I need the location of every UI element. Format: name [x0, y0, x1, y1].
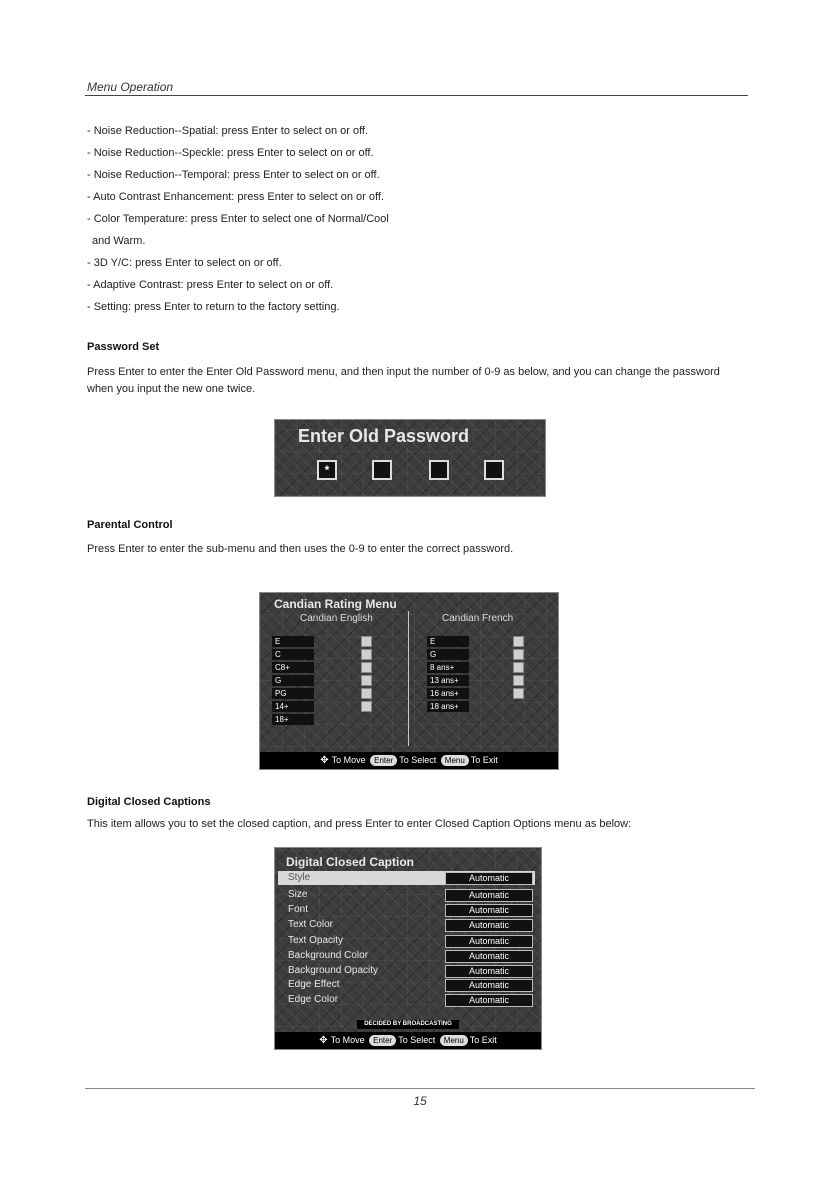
caption-option-size[interactable]: [278, 888, 535, 902]
move-arrows-icon: ✥: [319, 1035, 328, 1046]
option-value[interactable]: Automatic: [445, 889, 533, 902]
password-digit-box[interactable]: [429, 460, 449, 480]
rating-screen-title: Candian Rating Menu: [274, 597, 397, 611]
rating-item-18[interactable]: 18+: [272, 714, 314, 725]
to-exit-text: To Exit: [470, 755, 498, 765]
password-digit-box[interactable]: *: [317, 460, 337, 480]
caption-screen-title: Digital Closed Caption: [286, 855, 415, 869]
to-select-text: To Select: [398, 1035, 436, 1045]
french-lock-list: [513, 636, 524, 701]
column-divider: [408, 611, 409, 746]
option-value[interactable]: Automatic: [445, 904, 533, 917]
password-digit-box[interactable]: [372, 460, 392, 480]
option-label: Size: [288, 889, 308, 900]
lock-toggle[interactable]: [513, 662, 524, 673]
english-rating-list: [272, 636, 314, 727]
caption-option-background-color[interactable]: [278, 949, 535, 963]
password-digit-box[interactable]: [484, 460, 504, 480]
rating-item-g[interactable]: G: [427, 649, 469, 660]
page-number: 15: [413, 1094, 427, 1108]
closed-captions-heading: Digital Closed Captions: [87, 796, 211, 808]
option-value[interactable]: Automatic: [445, 935, 533, 948]
caption-option-text-opacity[interactable]: [278, 934, 535, 948]
list-item: - 3D Y/C: press Enter to select on or off.: [87, 257, 282, 269]
lock-toggle[interactable]: [513, 688, 524, 699]
to-move-text: To Move: [331, 755, 366, 765]
list-item: and Warm.: [92, 235, 146, 247]
rating-item-e[interactable]: E: [427, 636, 469, 647]
option-label: Background Color: [288, 950, 369, 961]
canadian-english-header: Candian English: [300, 613, 373, 624]
to-move-text: To Move: [330, 1035, 365, 1045]
to-exit-text: To Exit: [469, 1035, 497, 1045]
rating-item-e[interactable]: E: [272, 636, 314, 647]
lock-toggle[interactable]: [361, 662, 372, 673]
broadcasting-notice: DECIDED BY BROADCASTING: [357, 1020, 459, 1029]
caption-option-text-color[interactable]: [278, 918, 535, 932]
rating-item-pg[interactable]: PG: [272, 688, 314, 699]
password-set-description: Press Enter to enter the Enter Old Password menu, and then input the number of 0-9 as below, and you can change the password when you input the new one twice.: [87, 366, 720, 395]
caption-nav-bar: [275, 1032, 541, 1049]
lock-toggle[interactable]: [361, 701, 372, 712]
option-label: Font: [288, 904, 309, 915]
option-value[interactable]: Automatic: [445, 919, 533, 932]
parental-control-heading: Parental Control: [87, 519, 173, 531]
move-arrows-icon: ✥: [320, 755, 329, 766]
option-value[interactable]: Automatic: [445, 994, 533, 1007]
option-label: Background Opacity: [288, 965, 379, 976]
rating-item-18-ans[interactable]: 18 ans+: [427, 701, 469, 712]
list-item: - Noise Reduction--Temporal: press Enter to select on or off.: [87, 169, 380, 181]
list-item: - Adaptive Contrast: press Enter to select on or off.: [87, 279, 334, 291]
caption-option-edge-color[interactable]: [278, 993, 535, 1007]
caption-option-style[interactable]: [278, 871, 535, 885]
option-label: Style: [288, 872, 311, 883]
option-value[interactable]: Automatic: [445, 872, 533, 885]
lock-toggle[interactable]: [513, 636, 524, 647]
to-select-text: To Select: [399, 755, 437, 765]
lock-toggle[interactable]: [513, 649, 524, 660]
closed-captions-description: This item allows you to set the closed caption, and press Enter to enter Closed Caption Options menu as below:: [87, 818, 632, 830]
list-item: - Noise Reduction--Spatial: press Enter to select on or off.: [87, 125, 369, 137]
option-value[interactable]: Automatic: [445, 979, 533, 992]
enter-key-badge: Enter: [370, 755, 397, 766]
rating-item-13-ans[interactable]: 13 ans+: [427, 675, 469, 686]
option-label: Text Color: [288, 919, 334, 930]
rating-nav-bar: [260, 752, 558, 769]
rating-item-g[interactable]: G: [272, 675, 314, 686]
list-item: - Auto Contrast Enhancement: press Enter to select on or off.: [87, 191, 384, 203]
list-item: - Noise Reduction--Speckle: press Enter to select on or off.: [87, 147, 374, 159]
feature-list: [87, 120, 747, 318]
rating-item-14[interactable]: 14+: [272, 701, 314, 712]
option-label: Edge Effect: [288, 979, 340, 990]
enter-key-badge: Enter: [369, 1035, 396, 1046]
rating-item-c[interactable]: C: [272, 649, 314, 660]
french-rating-list: [427, 636, 469, 714]
lock-toggle[interactable]: [361, 649, 372, 660]
closed-caption-screen: [274, 847, 542, 1050]
caption-option-edge-effect[interactable]: [278, 978, 535, 992]
header-divider: [85, 95, 748, 96]
option-label: Edge Color: [288, 994, 339, 1005]
lock-toggle[interactable]: [361, 636, 372, 647]
lock-toggle[interactable]: [513, 675, 524, 686]
list-item: - Color Temperature: press Enter to select one of Normal/Cool: [87, 213, 389, 225]
canadian-rating-screen: [259, 592, 559, 770]
lock-toggle[interactable]: [361, 688, 372, 699]
menu-key-badge: Menu: [440, 1035, 468, 1046]
option-label: Text Opacity: [288, 935, 344, 946]
menu-key-badge: Menu: [441, 755, 469, 766]
password-set-heading: Password Set: [87, 341, 160, 353]
rating-item-c8[interactable]: C8+: [272, 662, 314, 673]
option-value[interactable]: Automatic: [445, 950, 533, 963]
parental-control-description: Press Enter to enter the sub-menu and then uses the 0-9 to enter the correct password.: [87, 543, 514, 555]
rating-item-8-ans[interactable]: 8 ans+: [427, 662, 469, 673]
english-lock-list: [361, 636, 372, 714]
password-screen: [274, 419, 546, 497]
caption-option-font[interactable]: [278, 903, 535, 917]
lock-toggle[interactable]: [361, 675, 372, 686]
caption-option-background-opacity[interactable]: [278, 964, 535, 978]
footer-divider: [85, 1088, 755, 1089]
option-value[interactable]: Automatic: [445, 965, 533, 978]
password-screen-title: Enter Old Password: [298, 426, 470, 446]
rating-item-16-ans[interactable]: 16 ans+: [427, 688, 469, 699]
canadian-french-header: Candian French: [442, 613, 514, 624]
list-item: - Setting: press Enter to return to the factory setting.: [87, 301, 340, 313]
page-header-title: Menu Operation: [87, 80, 174, 94]
